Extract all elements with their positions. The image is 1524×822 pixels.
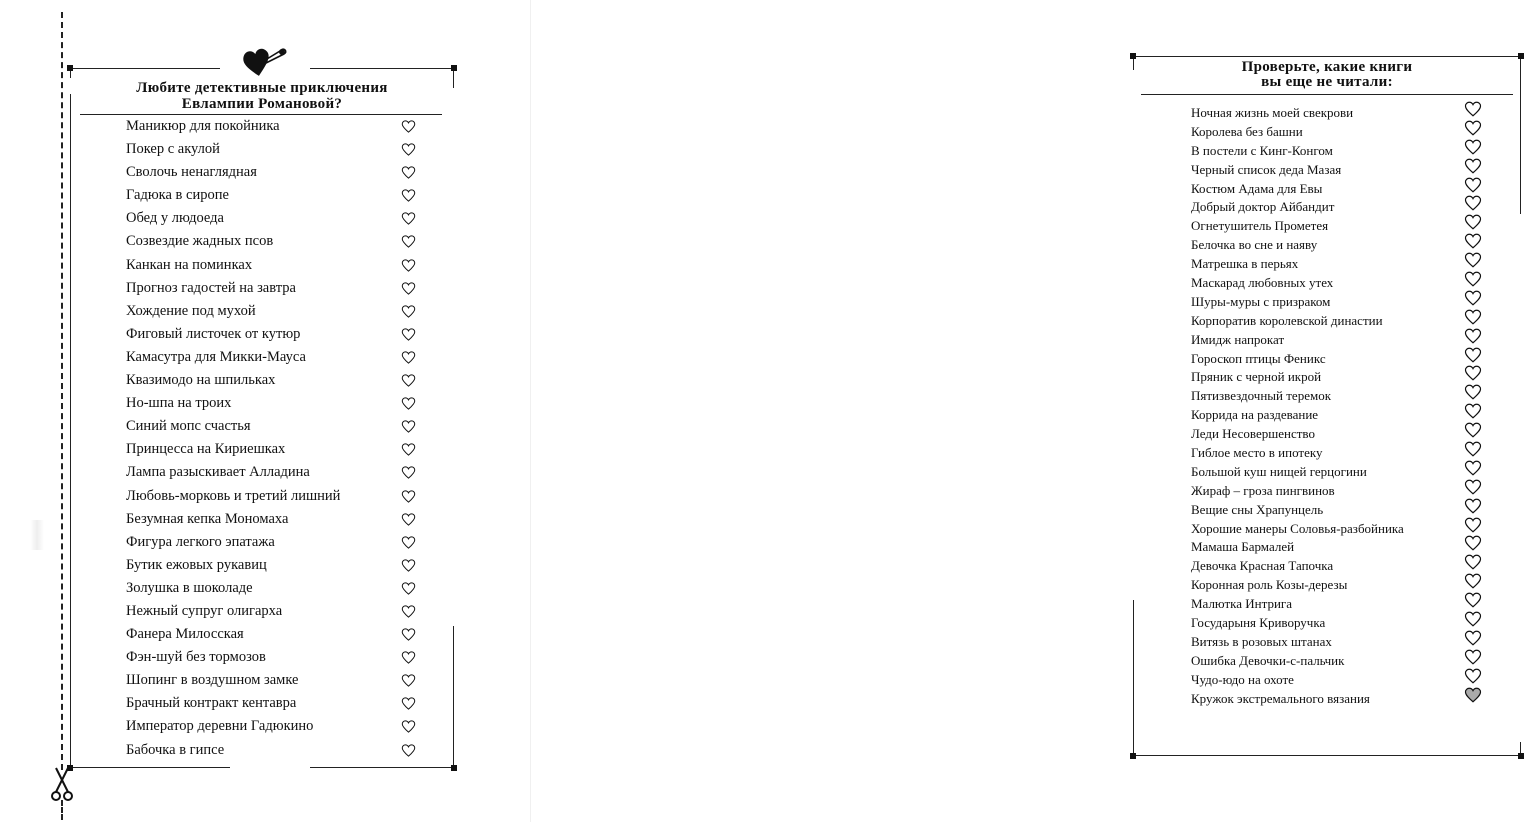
list-item <box>1191 652 1491 671</box>
corner-mark <box>1130 53 1136 59</box>
heart-icon[interactable] <box>1462 648 1484 666</box>
title-line-2: вы еще не читали: <box>1261 74 1393 90</box>
heart-icon[interactable] <box>400 442 417 457</box>
heart-icon[interactable] <box>1462 534 1484 552</box>
list-item <box>1191 331 1491 350</box>
heart-icon[interactable] <box>400 142 417 157</box>
book-title: Государыня Криворучка <box>1191 615 1326 631</box>
heart-icon[interactable] <box>400 396 417 411</box>
book-title: Черный список деда Мазая <box>1191 161 1342 177</box>
heart-icon[interactable] <box>400 281 417 296</box>
list-item <box>126 693 426 716</box>
book-title: Фэн-шуй без тормозов <box>126 649 266 666</box>
corner-mark <box>67 765 73 771</box>
title-divider <box>1141 94 1513 95</box>
list-item <box>1191 123 1491 142</box>
list-item <box>1191 142 1491 161</box>
list-item <box>126 416 426 439</box>
book-title: Королева без башни <box>1191 123 1303 139</box>
left-page <box>0 0 530 822</box>
book-title: Чудо-юдо на охоте <box>1191 671 1294 687</box>
heart-icon[interactable] <box>400 350 417 365</box>
list-item <box>126 555 426 578</box>
list-item <box>126 462 426 485</box>
list-item <box>1191 538 1491 557</box>
list-item <box>1191 557 1491 576</box>
frame-top <box>1133 56 1521 57</box>
pin-heart-icon <box>242 44 288 80</box>
book-title: Фиговый листочек от кутюр <box>126 325 301 342</box>
corner-mark <box>451 765 457 771</box>
left-card <box>70 68 454 768</box>
book-title: Огнетушитель Прометея <box>1191 218 1329 234</box>
list-item <box>126 139 426 162</box>
list-item <box>1191 255 1491 274</box>
frame-gap <box>1130 70 1138 600</box>
heart-icon[interactable] <box>1462 157 1484 175</box>
book-title: Ошибка Девочки-с-пальчик <box>1191 652 1345 668</box>
list-item <box>1191 180 1491 199</box>
list-item <box>1191 671 1491 690</box>
list-item <box>1191 293 1491 312</box>
heart-icon[interactable] <box>1462 308 1484 326</box>
corner-mark <box>1130 753 1136 759</box>
heart-icon[interactable] <box>400 188 417 203</box>
book-title: Хождение под мухой <box>126 302 256 319</box>
book-title: Бабочка в гипсе <box>126 741 225 758</box>
list-item <box>1191 463 1491 482</box>
book-title: Большой куш нищей герцогини <box>1191 463 1367 479</box>
heart-icon[interactable] <box>1462 459 1484 477</box>
corner-mark <box>1518 753 1524 759</box>
list-item <box>126 162 426 185</box>
list-item <box>126 601 426 624</box>
cut-line <box>61 12 63 770</box>
list-item <box>126 532 426 555</box>
list-item <box>1191 520 1491 539</box>
book-title: Жираф – гроза пингвинов <box>1191 482 1335 498</box>
book-title: Маскарад любовных утех <box>1191 275 1334 291</box>
book-title: Покер с акулой <box>126 141 220 158</box>
heart-icon[interactable] <box>1462 667 1484 685</box>
heart-icon[interactable] <box>400 719 417 734</box>
list-item <box>1191 633 1491 652</box>
book-list <box>1191 104 1491 709</box>
list-item <box>126 670 426 693</box>
book-title: Синий мопс счастья <box>126 418 251 435</box>
frame-bottom <box>1133 755 1521 756</box>
cut-line-bottom <box>61 800 63 820</box>
card-title <box>1143 60 1511 90</box>
book-title: В постели с Кинг-Конгом <box>1191 142 1333 158</box>
frame-gap <box>449 88 457 626</box>
list-item <box>1191 274 1491 293</box>
heart-icon[interactable] <box>1462 232 1484 250</box>
book-title: Фигура легкого эпатажа <box>126 533 275 550</box>
book-title: Пятизвездочный теремок <box>1191 388 1332 404</box>
heart-icon[interactable] <box>400 465 417 480</box>
right-page <box>530 0 1413 822</box>
heart-icon[interactable] <box>1462 119 1484 137</box>
book-title: Костюм Адама для Евы <box>1191 180 1323 196</box>
heart-filled-icon[interactable] <box>1462 686 1484 704</box>
title-line-1: Любите детективные приключения <box>136 80 388 96</box>
heart-icon[interactable] <box>1462 497 1484 515</box>
heart-icon[interactable] <box>400 119 417 134</box>
list-item <box>126 439 426 462</box>
heart-icon[interactable] <box>1462 383 1484 401</box>
heart-icon[interactable] <box>400 673 417 688</box>
heart-icon[interactable] <box>1462 478 1484 496</box>
book-title: Леди Несовершенство <box>1191 426 1315 442</box>
list-item <box>1191 482 1491 501</box>
list-item <box>126 231 426 254</box>
heart-icon[interactable] <box>1462 213 1484 231</box>
list-item <box>1191 104 1491 123</box>
list-item <box>1191 425 1491 444</box>
heart-icon[interactable] <box>1462 629 1484 647</box>
heart-icon[interactable] <box>1462 270 1484 288</box>
book-title: Золушка в шоколаде <box>126 579 253 596</box>
heart-icon[interactable] <box>1462 100 1484 118</box>
list-item <box>126 255 426 278</box>
list-item <box>1191 444 1491 463</box>
list-item <box>1191 236 1491 255</box>
list-item <box>126 486 426 509</box>
book-title: Созвездие жадных псов <box>126 233 274 250</box>
heart-icon[interactable] <box>1462 346 1484 364</box>
heart-icon[interactable] <box>400 373 417 388</box>
book-title: Принцесса на Кириешках <box>126 441 286 458</box>
book-title: Камасутра для Микки-Мауса <box>126 348 306 365</box>
frame-left <box>70 68 71 768</box>
book-title: Квазимодо на шпильках <box>126 372 276 389</box>
book-title: Канкан на поминках <box>126 256 253 273</box>
heart-icon[interactable] <box>400 696 417 711</box>
book-title: Обед у людоеда <box>126 210 224 227</box>
book-title: Шуры-муры с призраком <box>1191 293 1331 309</box>
book-title: Шопинг в воздушном замке <box>126 672 299 689</box>
heart-icon[interactable] <box>400 234 417 249</box>
list-item <box>1191 198 1491 217</box>
book-title: Девочка Красная Тапочка <box>1191 558 1334 574</box>
book-title: Хорошие манеры Соловья-разбойника <box>1191 520 1404 536</box>
heart-icon[interactable] <box>400 512 417 527</box>
book-title: Сволочь ненаглядная <box>126 164 257 181</box>
list-item <box>1191 368 1491 387</box>
heart-icon[interactable] <box>400 535 417 550</box>
list-item <box>1191 161 1491 180</box>
list-item <box>1191 387 1491 406</box>
heart-icon[interactable] <box>400 327 417 342</box>
book-list <box>126 116 426 763</box>
book-title: Прогноз гадостей на завтра <box>126 279 296 296</box>
book-title: Матрешка в перьях <box>1191 256 1299 272</box>
book-title: Имидж напрокат <box>1191 331 1285 347</box>
heart-icon[interactable] <box>1462 327 1484 345</box>
book-title: Ночная жизнь моей свекрови <box>1191 105 1354 120</box>
list-item <box>126 324 426 347</box>
heart-icon[interactable] <box>1462 440 1484 458</box>
list-item <box>126 647 426 670</box>
corner-mark <box>451 65 457 71</box>
list-item <box>1191 690 1491 709</box>
heart-icon[interactable] <box>1462 364 1484 382</box>
book-title: Нежный супруг олигарха <box>126 602 283 619</box>
frame-gap <box>230 764 310 772</box>
book-title: Бутик ежовых рукавиц <box>126 556 267 573</box>
right-card <box>1133 56 1521 756</box>
list-item <box>1191 595 1491 614</box>
heart-icon[interactable] <box>400 258 417 273</box>
book-title: Вещие сны Храпунцель <box>1191 501 1324 517</box>
heart-icon[interactable] <box>400 650 417 665</box>
book-title: Корпоратив королевской династии <box>1191 312 1383 328</box>
corner-mark <box>1518 53 1524 59</box>
list-item <box>126 370 426 393</box>
heart-icon[interactable] <box>1462 572 1484 590</box>
list-item <box>126 509 426 532</box>
card-title <box>80 80 444 112</box>
heart-icon[interactable] <box>1462 591 1484 609</box>
heart-icon[interactable] <box>400 604 417 619</box>
book-title: Добрый доктор Айбандит <box>1191 199 1335 215</box>
heart-icon[interactable] <box>1462 176 1484 194</box>
corner-mark <box>67 65 73 71</box>
book-title: Белочка во сне и наяву <box>1191 237 1318 253</box>
book-title: Император деревни Гадюкино <box>126 718 314 735</box>
book-title: Коррида на раздевание <box>1191 407 1319 423</box>
heart-icon[interactable] <box>400 743 417 758</box>
list-item <box>126 624 426 647</box>
book-title: Кружок экстремального вязания <box>1191 690 1370 706</box>
scissors-icon <box>50 766 74 802</box>
heart-icon[interactable] <box>400 581 417 596</box>
list-item <box>1191 312 1491 331</box>
book-title: Коронная роль Козы-дерезы <box>1191 577 1348 593</box>
heart-icon[interactable] <box>1462 516 1484 534</box>
frame-gap <box>1516 214 1524 742</box>
heart-icon[interactable] <box>400 419 417 434</box>
heart-icon[interactable] <box>400 211 417 226</box>
list-item <box>126 393 426 416</box>
list-item <box>126 116 426 139</box>
book-title: Витязь в розовых штанах <box>1191 633 1332 649</box>
heart-icon[interactable] <box>400 304 417 319</box>
list-item <box>126 347 426 370</box>
list-item <box>126 740 426 763</box>
heart-icon[interactable] <box>400 627 417 642</box>
heart-icon[interactable] <box>400 558 417 573</box>
list-item <box>126 185 426 208</box>
heart-icon[interactable] <box>400 489 417 504</box>
heart-icon[interactable] <box>1462 610 1484 628</box>
heart-icon[interactable] <box>1462 251 1484 269</box>
book-title: Гороскоп птицы Феникс <box>1191 350 1326 366</box>
book-title: Лампа разыскивает Алладина <box>126 464 310 481</box>
list-item <box>126 278 426 301</box>
list-item <box>126 301 426 324</box>
list-item <box>1191 217 1491 236</box>
title-divider <box>80 114 442 115</box>
list-item <box>1191 614 1491 633</box>
book-title: Любовь-морковь и третий лишний <box>126 487 341 504</box>
heart-icon[interactable] <box>400 165 417 180</box>
heart-icon[interactable] <box>1462 402 1484 420</box>
heart-icon[interactable] <box>1462 289 1484 307</box>
heart-icon[interactable] <box>1462 421 1484 439</box>
book-title: Маникюр для покойника <box>126 118 280 134</box>
heart-icon[interactable] <box>1462 194 1484 212</box>
heart-icon[interactable] <box>1462 138 1484 156</box>
list-item <box>126 578 426 601</box>
book-title: Фанера Милосская <box>126 626 244 643</box>
book-title: Гиблое место в ипотеку <box>1191 445 1323 461</box>
list-item <box>1191 406 1491 425</box>
list-item <box>126 208 426 231</box>
list-item <box>126 716 426 739</box>
title-line-1: Проверьте, какие книги <box>1241 59 1413 75</box>
book-title: Но-шпа на троих <box>126 395 232 412</box>
book-title: Гадюка в сиропе <box>126 187 229 204</box>
list-item <box>1191 350 1491 369</box>
list-item <box>1191 501 1491 520</box>
book-title: Малютка Интрига <box>1191 596 1293 612</box>
title-line-2: Евлампии Романовой? <box>181 96 343 112</box>
book-title: Безумная кепка Мономаха <box>126 510 289 527</box>
page-shadow <box>30 520 44 550</box>
book-title: Пряник с черной икрой <box>1191 369 1322 385</box>
list-item <box>1191 576 1491 595</box>
book-title: Брачный контракт кентавра <box>126 695 297 712</box>
book-title: Мамаша Бармалей <box>1191 539 1295 555</box>
heart-icon[interactable] <box>1462 553 1484 571</box>
frame-gap <box>67 78 75 94</box>
